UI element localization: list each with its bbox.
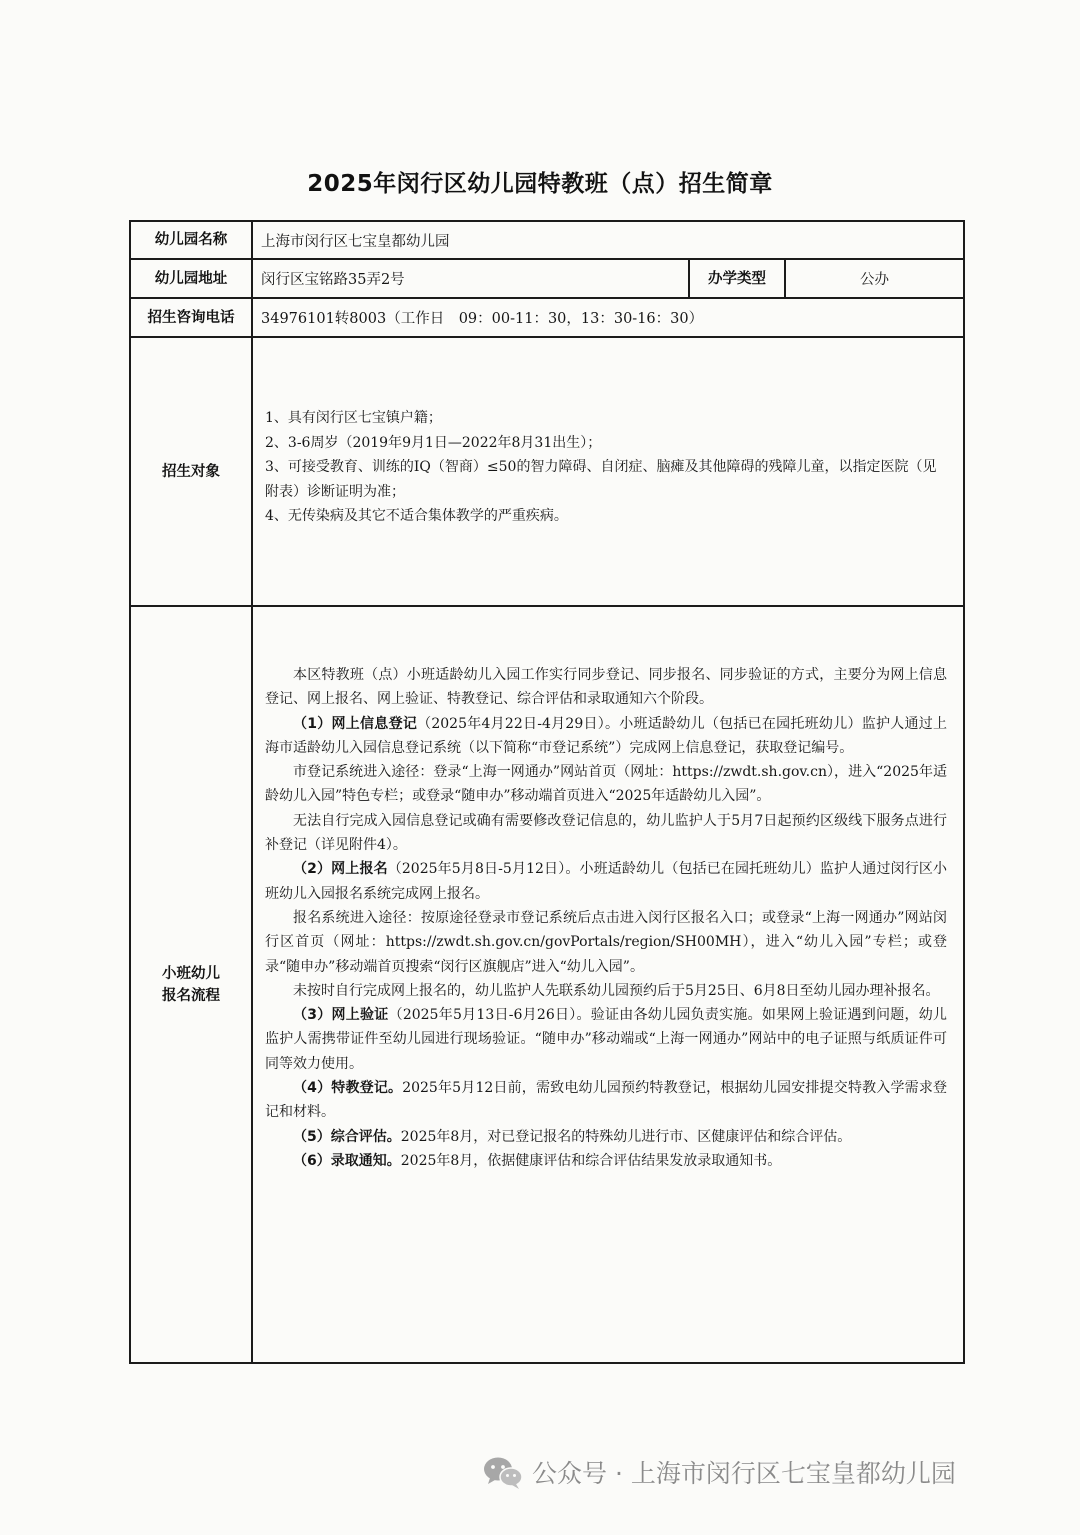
step-heading: （6）录取通知。 (293, 1152, 401, 1169)
process-step-1 (265, 712, 947, 761)
process-label-line: 报名流程 (162, 987, 220, 1004)
process-paragraph: 报名系统进入途径：按原途径登录市登记系统后点击进入闵行区报名入口；或登录“上海一网通办”网站闵行区首页（网址：https://zwdt.sh.gov.cn/govPortals/region/SH00MH），进入“幼儿入园”专栏；或登录“随申办”移动端首页搜索“闵行区旗舰店”进入“幼儿入园”。 (265, 909, 948, 975)
process-step-4 (265, 1076, 947, 1125)
document-title: 2025年闵行区幼儿园特教班（点）招生简章 (307, 171, 773, 197)
step-text: （2025年5月8日-5月12日）。小班适龄幼儿（包括已在园托班幼儿）监护人通过闵行区小班幼儿入园报名系统完成网上报名。 (265, 861, 948, 902)
school-type-value: 公办 (785, 259, 964, 298)
process-step-3 (265, 1003, 947, 1076)
target-item: 2、3-6周岁（2019年9月1日—2022年8月31出生）； (265, 434, 602, 451)
step-heading: （3）网上验证 (293, 1007, 389, 1024)
step-heading: （5）综合评估。 (293, 1128, 401, 1145)
kindergarten-name-label: 幼儿园名称 (130, 221, 252, 259)
enrollment-table (129, 220, 965, 1364)
row-phone (130, 298, 964, 337)
process-step-5 (265, 1125, 947, 1149)
school-type-label: 办学类型 (689, 259, 785, 298)
process-paragraph: 市登记系统进入途径：登录“上海一网通办”网站首页（网址：https://zwdt.sh.gov.cn），进入“2025年适龄幼儿入园”特色专栏；或登录“随申办”移动端首页进入“2025年适龄幼儿入园”。 (265, 764, 948, 805)
step-text: 2025年5月12日前，需致电幼儿园预约特教登记，根据幼儿园安排提交特教入学需求登记和材料。 (265, 1080, 948, 1121)
phone-value: 34976101转8003（工作日 09：00-11：30，13：30-16：30） (252, 298, 964, 337)
wechat-icon (482, 1454, 524, 1490)
target-item: 4、无传染病及其它不适合集体教学的严重疾病。 (265, 508, 568, 524)
enrollment-target-content (252, 337, 964, 606)
step-heading: （1）网上信息登记 (293, 715, 418, 732)
kindergarten-address-label: 幼儿园地址 (130, 259, 252, 298)
process-paragraph: 无法自行完成入园信息登记或确有需要修改登记信息的，幼儿监护人于5月7日起预约区级线下服务点进行补登记（详见附件4）。 (265, 812, 948, 854)
target-item: 3、可接受教育、训练的IQ（智商）≤50的智力障碍、自闭症、脑瘫及其他障碍的残障儿童，以指定医院（见附表）诊断证明为准； (265, 459, 937, 500)
step-heading: （2）网上报名 (293, 861, 388, 878)
row-registration-process (130, 606, 964, 1363)
process-step-6 (265, 1149, 947, 1173)
process-intro: 本区特教班（点）小班适龄幼儿入园工作实行同步登记、同步报名、同步验证的方式，主要分为网上信息登记、网上报名、网上验证、特教登记、综合评估和录取通知六个阶段。 (265, 667, 948, 708)
registration-process-label (130, 606, 252, 1363)
process-paragraph: 未按时自行完成网上报名的，幼儿监护人先联系幼儿园预约后于5月25日、6月8日至幼儿园办理补报名。 (293, 982, 940, 999)
kindergarten-address-value: 闵行区宝铭路35弄2号 (252, 259, 689, 298)
step-text: 2025年8月，依据健康评估和综合评估结果发放录取通知书。 (400, 1152, 782, 1169)
process-step-2 (265, 857, 947, 906)
row-kindergarten-address (130, 259, 964, 298)
step-heading: （4）特教登记。 (293, 1080, 403, 1097)
footer-text: 公众号 · 上海市闵行区七宝皇都幼儿园 (532, 1459, 956, 1488)
step-text: 2025年8月，对已登记报名的特殊幼儿进行市、区健康评估和综合评估。 (400, 1128, 852, 1145)
wechat-footer-watermark (482, 1452, 956, 1492)
phone-label: 招生咨询电话 (130, 298, 252, 337)
step-text: （2025年4月22日-4月29日）。小班适龄幼儿（包括已在园托班幼儿）监护人通过上海市适龄幼儿入园信息登记系统（以下简称“市登记系统”）完成网上信息登记，获取登记编号。 (265, 715, 948, 756)
target-item: 1、具有闵行区七宝镇户籍； (265, 410, 442, 426)
process-label-line: 小班幼儿 (162, 965, 220, 982)
row-enrollment-target (130, 337, 964, 606)
enrollment-target-label: 招生对象 (130, 337, 252, 606)
registration-process-content (252, 606, 964, 1363)
row-kindergarten-name (130, 221, 964, 259)
step-text: （2025年5月13日-6月26日）。验证由各幼儿园负责实施。如果网上验证遇到问题，幼儿监护人需携带证件至幼儿园进行现场验证。“随申办”移动端或“上海一网通办”网站中的电子证照与纸质证件可同等效力使用。 (265, 1007, 948, 1072)
kindergarten-name-value: 上海市闵行区七宝皇都幼儿园 (252, 221, 964, 259)
